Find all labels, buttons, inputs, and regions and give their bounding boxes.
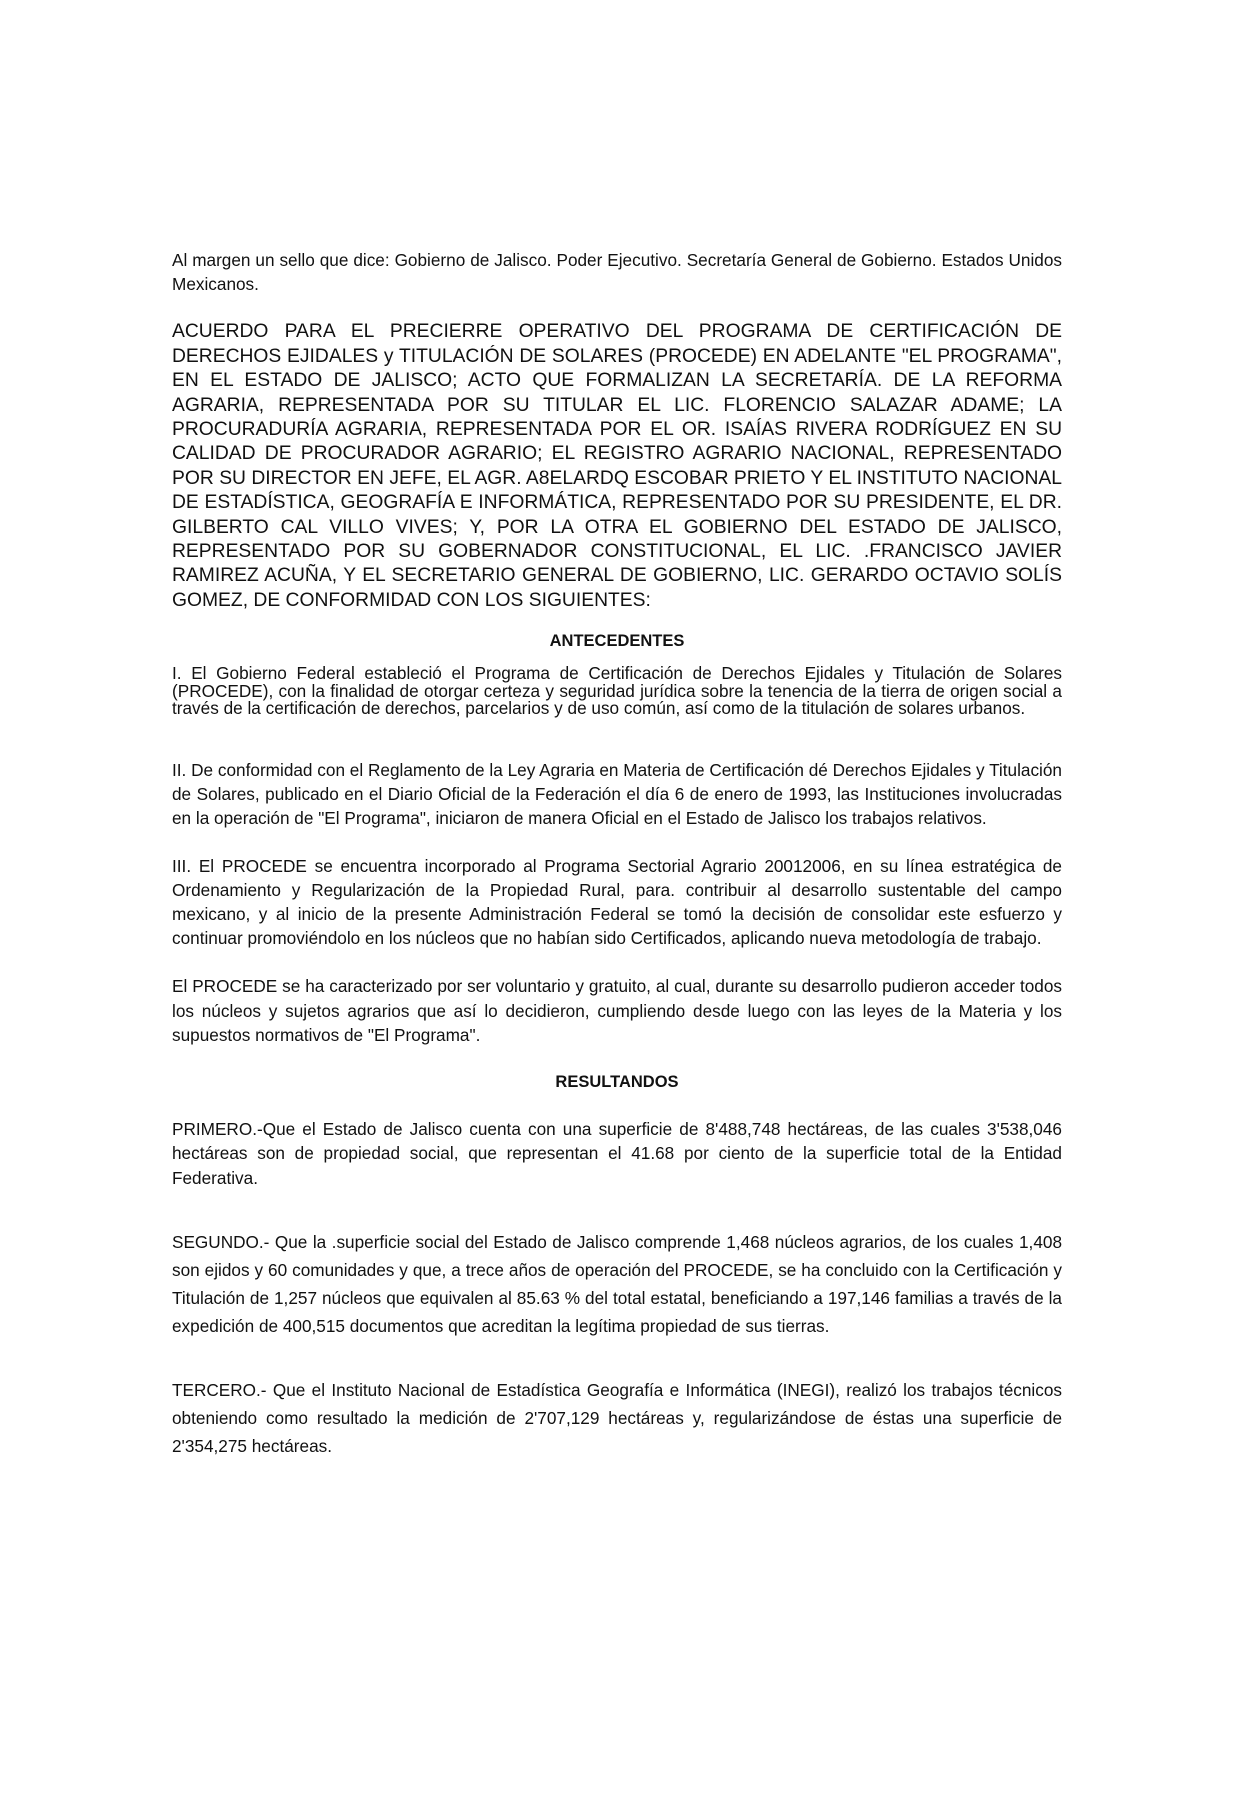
antecedente-paragraph-3: III. El PROCEDE se encuentra incorporado al Programa Sectorial Agrario 20012006, en su línea estratégica de Ordenamiento y Regularización de la Propiedad Rural, para. contribuir al desarrollo sustentable del campo mexicano, y al inicio de la presente Administración Federal se tomó la decisión de consolidar este esfuerzo y continuar promoviéndolo en los núcleos que no habían sido Certificados, aplicando nueva metodología de trabajo.	[172, 855, 1062, 949]
document-page	[172, 248, 1062, 1460]
antecedente-paragraph-4: El PROCEDE se ha caracterizado por ser voluntario y gratuito, al cual, durante su desarrollo pudieron acceder todos los núcleos y sujetos agrarios que así lo decidieron, cumpliendo desde luego con las leyes de la Materia y los supuestos normativos de "El Programa".	[172, 976, 1062, 1045]
antecedente-paragraph-1: I. El Gobierno Federal estableció el Programa de Certificación de Derechos Ejidales y Titulación de Solares (PROCEDE), con la finalidad de otorgar certeza y seguridad jurídica sobre la tenencia de la tierra de origen social a través de la certificación de derechos, parcelarios y de uso común, así como de la titulación de solares urbanos.	[172, 663, 1062, 719]
resultandos-heading: RESULTANDOS	[555, 1073, 679, 1092]
agreement-title: ACUERDO PARA EL PRECIERRE OPERATIVO DEL PROGRAMA DE CERTIFICACIÓN DE DERECHOS EJIDALES y TITULACIÓN DE SOLARES (PROCEDE) EN ADELANTE "EL PROGRAMA", EN EL ESTADO DE JALISCO; ACTO QUE FORMALIZAN LA SECRETARÍA. DE LA REFORMA AGRARIA, REPRESENTADA POR SU TITULAR EL LIC. FLORENCIO SALAZAR ADAME; LA PROCURADURÍA AGRARIA, REPRESENTADA POR EL OR. ISAÍAS RIVERA RODRÍGUEZ EN SU CALIDAD DE PROCURADOR AGRARIO; EL REGISTRO AGRARIO NACIONAL, REPRESENTADO POR SU DIRECTOR EN JEFE, EL AGR. A8ELARDQ ESCOBAR PRIETO Y EL INSTITUTO NACIONAL DE ESTADÍSTICA, GEOGRAFÍA E INFORMÁTICA, REPRESENTADO POR SU PRESIDENTE, EL DR. GILBERTO CAL VILLO VIVES; Y, POR LA OTRA EL GOBIERNO DEL ESTADO DE JALISCO, REPRESENTADO POR SU GOBERNADOR CONSTITUCIONAL, EL LIC. .FRANCISCO JAVIER RAMIREZ ACUÑA, Y EL SECRETARIO GENERAL DE GOBIERNO, LIC. GERARDO OCTAVIO SOLÍS GOMEZ, DE CONFORMIDAD CON LOS SIGUIENTES:	[172, 321, 1062, 611]
intro-paragraph: Al margen un sello que dice: Gobierno de Jalisco. Poder Ejecutivo. Secretaría General de Gobierno. Estados Unidos Mexicanos.	[172, 250, 1062, 295]
antecedentes-heading: ANTECEDENTES	[549, 632, 685, 651]
resultando-paragraph-2: SEGUNDO.- Que la .superficie social del Estado de Jalisco comprende 1,468 núcleos agrarios, de los cuales 1,408 son ejidos y 60 comunidades y que, a trece años de operación del PROCEDE, se ha concluido con la Certificación y Titulación de 1,257 núcleos que equivalen al 85.63 % del total estatal, beneficiando a 197,146 familias a través de la expedición de 400,515 documentos que acreditan la legítima propiedad de sus tierras.	[172, 1231, 1062, 1336]
antecedente-paragraph-2: II. De conformidad con el Reglamento de la Ley Agraria en Materia de Certificación dé Derechos Ejidales y Titulación de Solares, publicado en el Diario Oficial de la Federación el día 6 de enero de 1993, las Instituciones involucradas en la operación de "El Programa", iniciaron de manera Oficial en el Estado de Jalisco los trabajos relativos.	[172, 760, 1062, 829]
resultando-paragraph-3: TERCERO.- Que el Instituto Nacional de Estadística Geografía e Informática (INEGI), realizó los trabajos técnicos obteniendo como resultado la medición de 2'707,129 hectáreas y, regularizándose de éstas una superficie de 2'354,275 hectáreas.	[172, 1379, 1062, 1456]
resultando-paragraph-1: PRIMERO.-Que el Estado de Jalisco cuenta con una superficie de 8'488,748 hectáreas, de las cuales 3'538,046 hectáreas son de propiedad social, que representan el 41.68 por ciento de la superficie total de la Entidad Federativa.	[172, 1119, 1062, 1188]
